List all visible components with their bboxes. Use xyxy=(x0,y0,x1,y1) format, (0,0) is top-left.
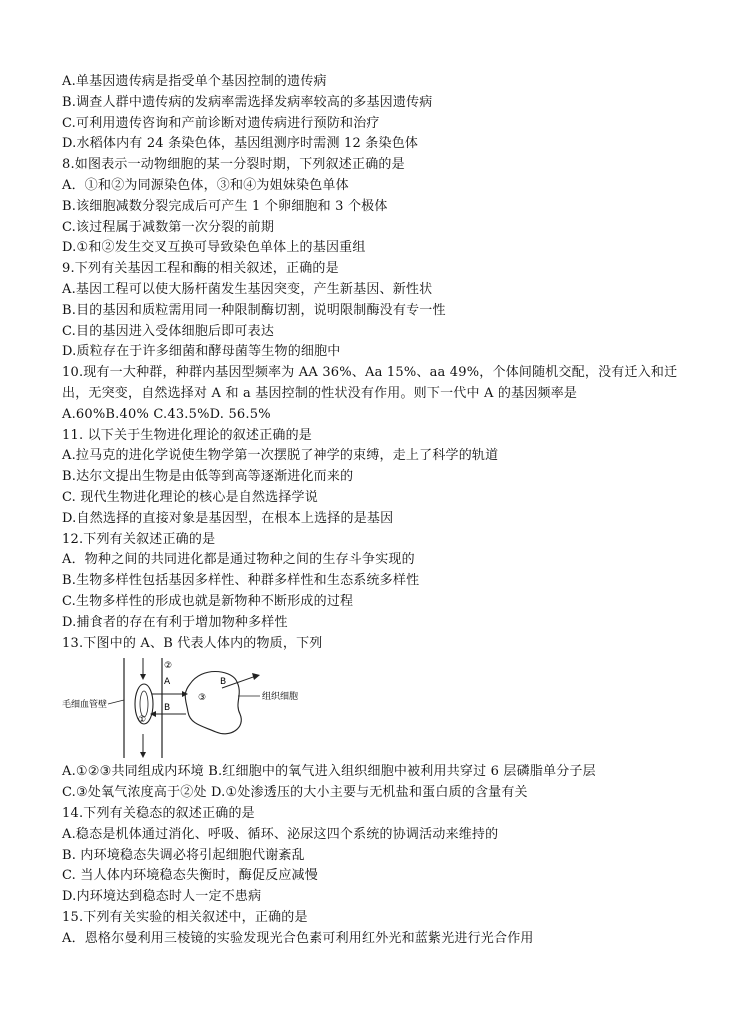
text-line: C.可利用遗传咨询和产前诊断对遗传病进行预防和治疗 xyxy=(62,115,380,131)
label-a: A xyxy=(164,677,171,688)
text-line: A.基因工程可以使大肠杆菌发生基因突变，产生新基因、新性状 xyxy=(62,281,433,297)
label-1: ① xyxy=(138,715,147,726)
capillary-wall-label: 毛细血管壁 xyxy=(62,700,108,711)
question-15: 15.下列有关实验的相关叙述中，正确的是 xyxy=(62,909,308,925)
capillary-label-leader xyxy=(108,700,124,704)
question-8: 8.如图表示一动物细胞的某一分裂时期，下列叙述正确的是 xyxy=(62,157,405,173)
question-12: 12.下列有关叙述正确的是 xyxy=(62,531,216,547)
question-13: 13.下图中的 A、B 代表人体内的物质，下列 xyxy=(62,635,323,651)
text-line: C. 现代生物进化理论的核心是自然选择学说 xyxy=(62,489,318,505)
question-10: 10.现有一大种群，种群内基因型频率为 AA 36%、Aa 15%、aa 49%，个体间随机交配，没有迁入和迁出，无突变，自然选择对 A 和 a 基因控制的性状没有作用。则下一代中 A 的基因频率是 xyxy=(62,365,678,401)
red-blood-cell-inner xyxy=(140,691,148,717)
capillary-diagram xyxy=(62,654,702,762)
text-line: B.调查人群中遗传病的发病率需选择发病率较高的多基因遗传病 xyxy=(62,94,433,110)
question-11: 11. 以下关于生物进化理论的叙述正确的是 xyxy=(62,427,313,443)
text-line: C.目的基因进入受体细胞后即可表达 xyxy=(62,323,275,339)
text-line: D.水稻体内有 24 条染色体，基因组测序时需测 12 条染色体 xyxy=(62,136,419,152)
text-line: B.达尔文提出生物是由低等到高等逐渐进化而来的 xyxy=(62,469,354,485)
text-line: C.生物多样性的形成也就是新物种不断形成的过程 xyxy=(62,593,354,609)
text-line: B.生物多样性包括基因多样性、种群多样性和生态系统多样性 xyxy=(62,573,420,589)
flow-arrow-bottom-head xyxy=(140,752,146,758)
text-line: A．物种之间的共同进化都是通过物种之间的生存斗争实现的 xyxy=(62,552,415,568)
text-line: A.60%B.40% C.43.5%D. 56.5% xyxy=(62,406,271,422)
text-line: D.内环境达到稳态时人一定不患病 xyxy=(62,889,262,905)
text-line: C.③处氧气浓度高于②处 D.①处渗透压的大小主要与无机盐和蛋白质的含量有关 xyxy=(62,785,528,801)
text-line: D.①和②发生交叉互换可导致染色单体上的基因重组 xyxy=(62,240,366,256)
question-14: 14.下列有关稳态的叙述正确的是 xyxy=(62,805,255,821)
arrow-b-out-head xyxy=(252,673,260,680)
capillary-diagram-svg xyxy=(62,654,302,762)
text-line: A.稳态是机体通过消化、呼吸、循环、泌尿这四个系统的协调活动来维持的 xyxy=(62,826,499,842)
text-line: A．①和②为同源染色体，③和④为姐妹染色单体 xyxy=(62,177,349,193)
text-line: C.该过程属于减数第一次分裂的前期 xyxy=(62,219,275,235)
text-line: A.单基因遗传病是指受单个基因控制的遗传病 xyxy=(62,74,327,89)
label-3: ③ xyxy=(198,693,207,704)
text-line: D.质粒存在于许多细菌和酵母菌等生物的细胞中 xyxy=(62,344,341,360)
text-line: B.该细胞减数分裂完成后可产生 1 个卵细胞和 3 个极体 xyxy=(62,198,388,214)
text-line: D.自然选择的直接对象是基因型，在根本上选择的是基因 xyxy=(62,510,394,526)
text-line: D.捕食者的存在有利于增加物种多样性 xyxy=(62,614,288,630)
label-b-out: B xyxy=(220,677,227,688)
document-body xyxy=(62,72,702,949)
flow-arrow-top-head xyxy=(140,674,146,680)
text-line: A.①②③共同组成内环境 B.红细胞中的氧气进入组织细胞中被利用共穿过 6 层磷脂单分子层 xyxy=(62,764,596,780)
label-2: ② xyxy=(164,661,173,672)
tissue-cell-label: 组织细胞 xyxy=(262,692,299,703)
label-b-in: B xyxy=(164,703,171,714)
text-line: B. 内环境稳态失调必将引起细胞代谢紊乱 xyxy=(62,847,305,863)
question-9: 9.下列有关基因工程和酶的相关叙述，正确的是 xyxy=(62,261,339,277)
tissue-cell xyxy=(185,672,241,734)
text-line: B.目的基因和质粒需用同一种限制酶切割，说明限制酶没有专一性 xyxy=(62,302,446,318)
text-line: A.拉马克的进化学说使生物学第一次摆脱了神学的束缚，走上了科学的轨道 xyxy=(62,448,499,464)
text-line: C. 当人体内环境稳态失衡时，酶促反应减慢 xyxy=(62,868,318,884)
text-line: A．恩格尔曼利用三棱镜的实验发现光合色素可利用红外光和蓝紫光进行光合作用 xyxy=(62,930,534,946)
